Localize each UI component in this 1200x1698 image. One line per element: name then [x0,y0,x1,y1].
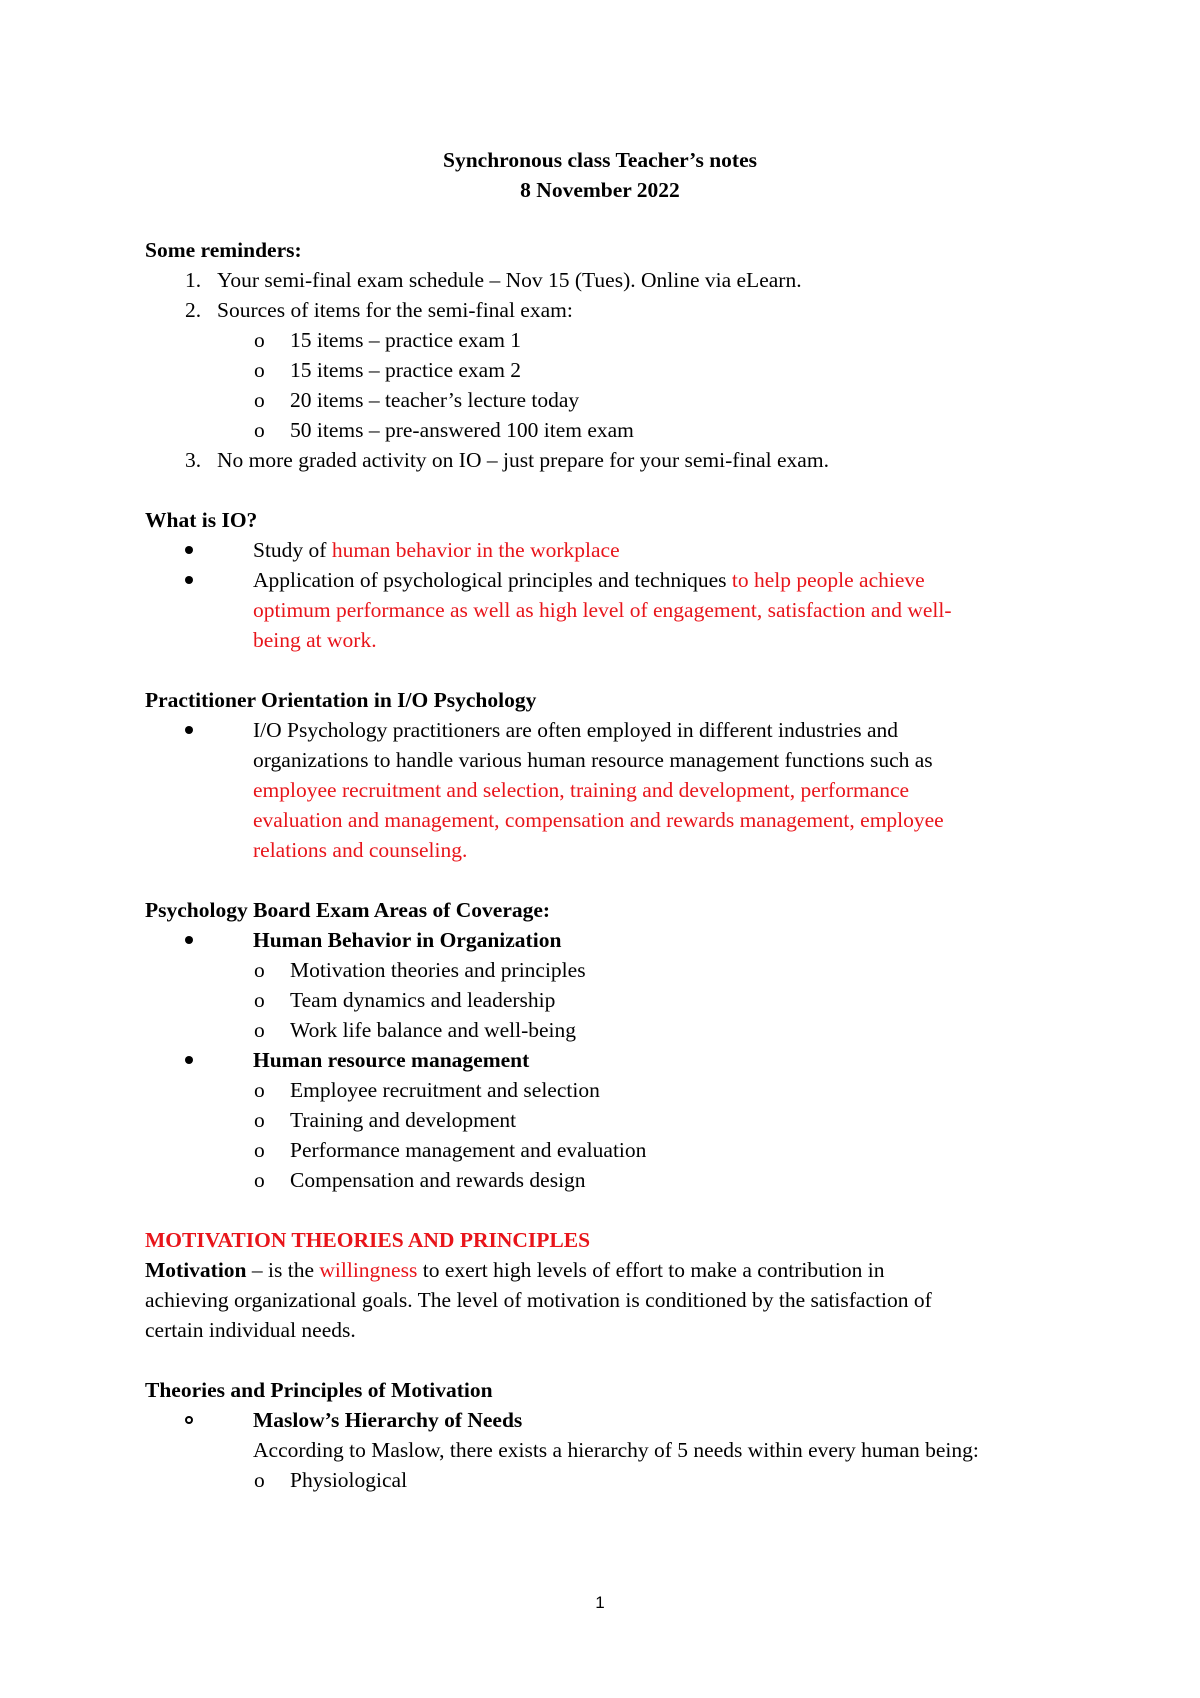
reminder-text: Sources of items for the semi-final exam: [217,298,573,322]
bullet-text: organizations to handle various human resource management functions such as [253,748,933,772]
source-text: 20 items – teacher’s lecture today [290,388,580,412]
group-title: Human resource management [253,1048,530,1072]
sub-item [145,985,1055,1015]
practitioner-heading: Practitioner Orientation in I/O Psychology [145,688,537,712]
bullet-dot-icon [185,546,193,554]
need-text: Physiological [290,1468,408,1492]
reminder-text: No more graded activity on IO – just prepare for your semi-final exam. [217,448,829,472]
page-number: 1 [595,1593,605,1612]
sub-bullet-marker: o [254,388,265,412]
definition-text: to exert high levels of effort to make a contribution in [417,1258,885,1282]
sub-item [145,1135,1055,1165]
bullet-dot-icon [185,936,193,944]
sub-bullet-marker: o [254,1138,265,1162]
source-item [145,325,1055,355]
bullet-item [145,715,1055,865]
group-title: Human Behavior in Organization [253,928,562,952]
doc-date: 8 November 2022 [520,178,680,202]
bullet-dot-icon [185,1056,193,1064]
source-text: 50 items – pre-answered 100 item exam [290,418,634,442]
sub-item [145,1465,1055,1495]
reminder-item [145,265,1055,295]
source-text: 15 items – practice exam 1 [290,328,522,352]
bullet-item [145,565,1055,655]
source-item [145,415,1055,445]
sub-bullet-marker: o [254,1018,265,1042]
bullet-text: Application of psychological principles and techniques [253,568,732,592]
what-is-io-heading: What is IO? [145,508,258,532]
list-number: 1. [185,268,202,292]
highlight-text: employee recruitment and selection, training and development, performance [253,778,910,802]
sub-bullet-marker: o [254,1168,265,1192]
theories-heading: Theories and Principles of Motivation [145,1378,493,1402]
sub-item [145,1015,1055,1045]
highlight-text: willingness [319,1258,418,1282]
board-heading: Psychology Board Exam Areas of Coverage: [145,898,551,922]
highlight-text: being at work. [253,628,377,652]
sub-item-text: Motivation theories and principles [290,958,586,982]
bullet-item [145,925,1055,955]
highlight-text: human behavior in the workplace [331,538,620,562]
bullet-text: Study of [253,538,332,562]
sub-item-text: Training and development [290,1108,517,1132]
sub-item-text: Work life balance and well-being [290,1018,577,1042]
reminder-item [145,445,1055,475]
sub-bullet-marker: o [254,418,265,442]
bullet-dot-icon [185,726,193,734]
source-text: 15 items – practice exam 2 [290,358,522,382]
sub-item [145,955,1055,985]
sub-bullet-marker: o [254,988,265,1012]
source-item [145,355,1055,385]
sub-bullet-marker: o [254,1108,265,1132]
theory-intro: According to Maslow, there exists a hierarchy of 5 needs within every human being: [253,1438,979,1462]
term: Motivation [145,1258,247,1282]
sub-item-text: Compensation and rewards design [290,1168,586,1192]
sub-item-text: Employee recruitment and selection [290,1078,600,1102]
sub-bullet-marker: o [254,358,265,382]
bullet-text: I/O Psychology practitioners are often employed in different industries and [253,718,899,742]
sub-bullet-marker: o [254,1468,265,1492]
sub-item-text: Team dynamics and leadership [290,988,556,1012]
theory-intro-row [145,1435,1055,1465]
reminder-item [145,295,1055,325]
sub-item [145,1075,1055,1105]
highlight-text: evaluation and management, compensation and rewards management, employee [253,808,944,832]
bullet-item [145,1045,1055,1075]
bullet-item [145,1405,1055,1435]
list-number: 3. [185,448,202,472]
highlight-text: relations and counseling. [253,838,468,862]
reminders-heading: Some reminders: [145,238,302,262]
list-number: 2. [185,298,202,322]
theory-title: Maslow’s Hierarchy of Needs [253,1408,523,1432]
bullet-circle-icon [185,1416,193,1424]
doc-title: Synchronous class Teacher’s notes [443,148,757,172]
definition-text: achieving organizational goals. The level of motivation is conditioned by the satisfaction of [145,1288,932,1312]
sub-item [145,1105,1055,1135]
bullet-item [145,535,1055,565]
source-item [145,385,1055,415]
bullet-dot-icon [185,576,193,584]
motivation-heading: MOTIVATION THEORIES AND PRINCIPLES [145,1228,591,1252]
definition-text: – is the [246,1258,320,1282]
definition-text: certain individual needs. [145,1318,356,1342]
highlight-text: to help people achieve [731,568,925,592]
sub-bullet-marker: o [254,1078,265,1102]
document-body [145,145,1055,1495]
highlight-text: optimum performance as well as high level of engagement, satisfaction and well- [253,598,952,622]
reminder-text: Your semi-final exam schedule – Nov 15 (Tues). Online via eLearn. [217,268,802,292]
sub-item-text: Performance management and evaluation [290,1138,647,1162]
motivation-definition [145,1255,1055,1345]
sub-item [145,1165,1055,1195]
sub-bullet-marker: o [254,328,265,352]
sub-bullet-marker: o [254,958,265,982]
